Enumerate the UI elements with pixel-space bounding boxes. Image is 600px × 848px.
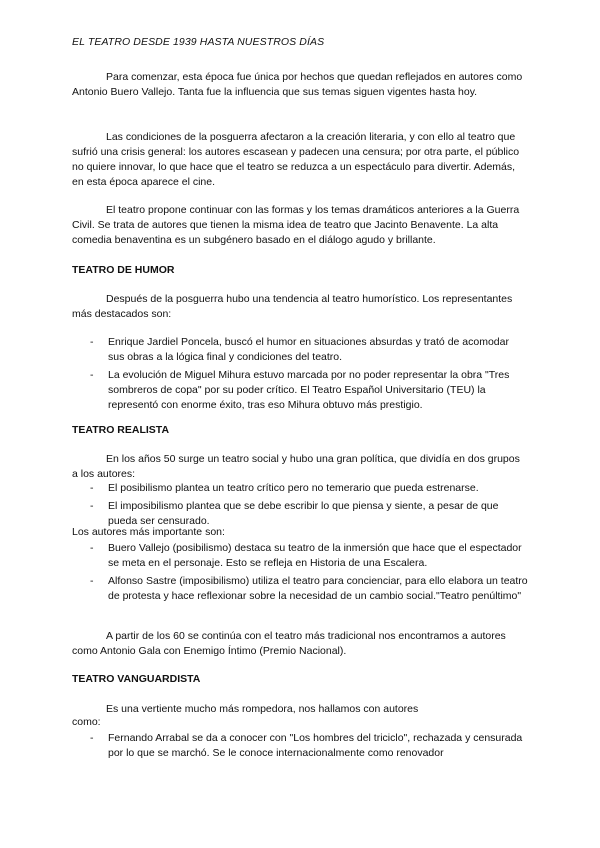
list-item: - Alfonso Sastre (imposibilismo) utiliza el teatro para concienciar, para ello elabora un teatro de protesta y hace reflexionar sobre la necesidad de un cambio social."Teatro penúltimo" [90,575,528,602]
realista-list [72,481,528,532]
realista-intro: En los años 50 surge un teatro social y hubo una gran política, que dividía en dos grupos a los autores: [72,453,520,480]
list-item: - Fernando Arrabal se da a conocer con "Los hombres del triciclo", rechazada y censurada por lo que se marchó. Se le conoce internacionalmente como renovador [90,732,523,759]
heading-vanguardista: TEATRO VANGUARDISTA [72,673,201,685]
intro-paragraph-3: El teatro propone continuar con las formas y los temas dramáticos anteriores a la Guerra Civil. Se trata de autores que tienen la misma idea de teatro que Jacinto Benavente. La alta comedia benaventina es un subgénero basado en el diálogo agudo y brillante. [72,204,520,246]
list-item: - Buero Vallejo (posibilismo) destaca su teatro de la inmersión que hace que el espectador se meta en el personaje. Esto se refleja en Historia de una Escalera. [90,542,522,569]
document-title: EL TEATRO DESDE 1939 HASTA NUESTROS DÍAS [72,36,325,48]
heading-humor: TEATRO DE HUMOR [72,264,175,276]
realista-authors-list [72,541,528,607]
vanguardista-list [72,731,528,764]
heading-realista: TEATRO REALISTA [72,424,170,436]
vanguardista-intro: Es una vertiente mucho más rompedora, nos hallamos con autores [106,703,419,715]
humor-intro: Después de la posguerra hubo una tendencia al teatro humorístico. Los representantes más destacados son: [72,293,513,320]
realista-closing: A partir de los 60 se continúa con el teatro más tradicional nos encontramos a autores como Antonio Gala con Enemigo Íntimo (Premio Nacional). [72,630,506,657]
realista-authors-label: Los autores más importante son: [72,526,225,538]
intro-paragraph-1: Para comenzar, esta época fue única por hechos que quedan reflejados en autores como Antonio Buero Vallejo. Tanta fue la influencia que sus temas siguen vigentes hasta hoy. [72,71,523,98]
intro-paragraph-2: Las condiciones de la posguerra afectaron a la creación literaria, y con ello al teatro que sufrió una crisis general: los autores escasean y padecen una censura; por otra parte, el público no quiere innovar, lo que hace que el teatro se reduzca a un espectáculo para divertir. Además, en esta época aparece el cine. [72,131,520,188]
humor-list [72,335,528,416]
list-item: - La evolución de Miguel Mihura estuvo marcada por no poder representar la obra "Tres sombreros de copa" por su poder crítico. El Teatro Español Universitario (TEU) la representó con enorme éxito, tras eso Mihura obtuvo más prestigio. [90,369,510,411]
vanguardista-intro-cont: como: [72,716,101,728]
list-item: - El posibilismo plantea un teatro crítico pero no temerario que pueda estrenarse. [90,482,479,494]
list-item: - El imposibilismo plantea que se debe escribir lo que piensa y siente, a pesar de que pueda ser censurado. [90,500,499,527]
list-item: - Enrique Jardiel Poncela, buscó el humor en situaciones absurdas y trató de acomodar sus obras a la lógica final y condiciones del teatro. [90,336,509,363]
